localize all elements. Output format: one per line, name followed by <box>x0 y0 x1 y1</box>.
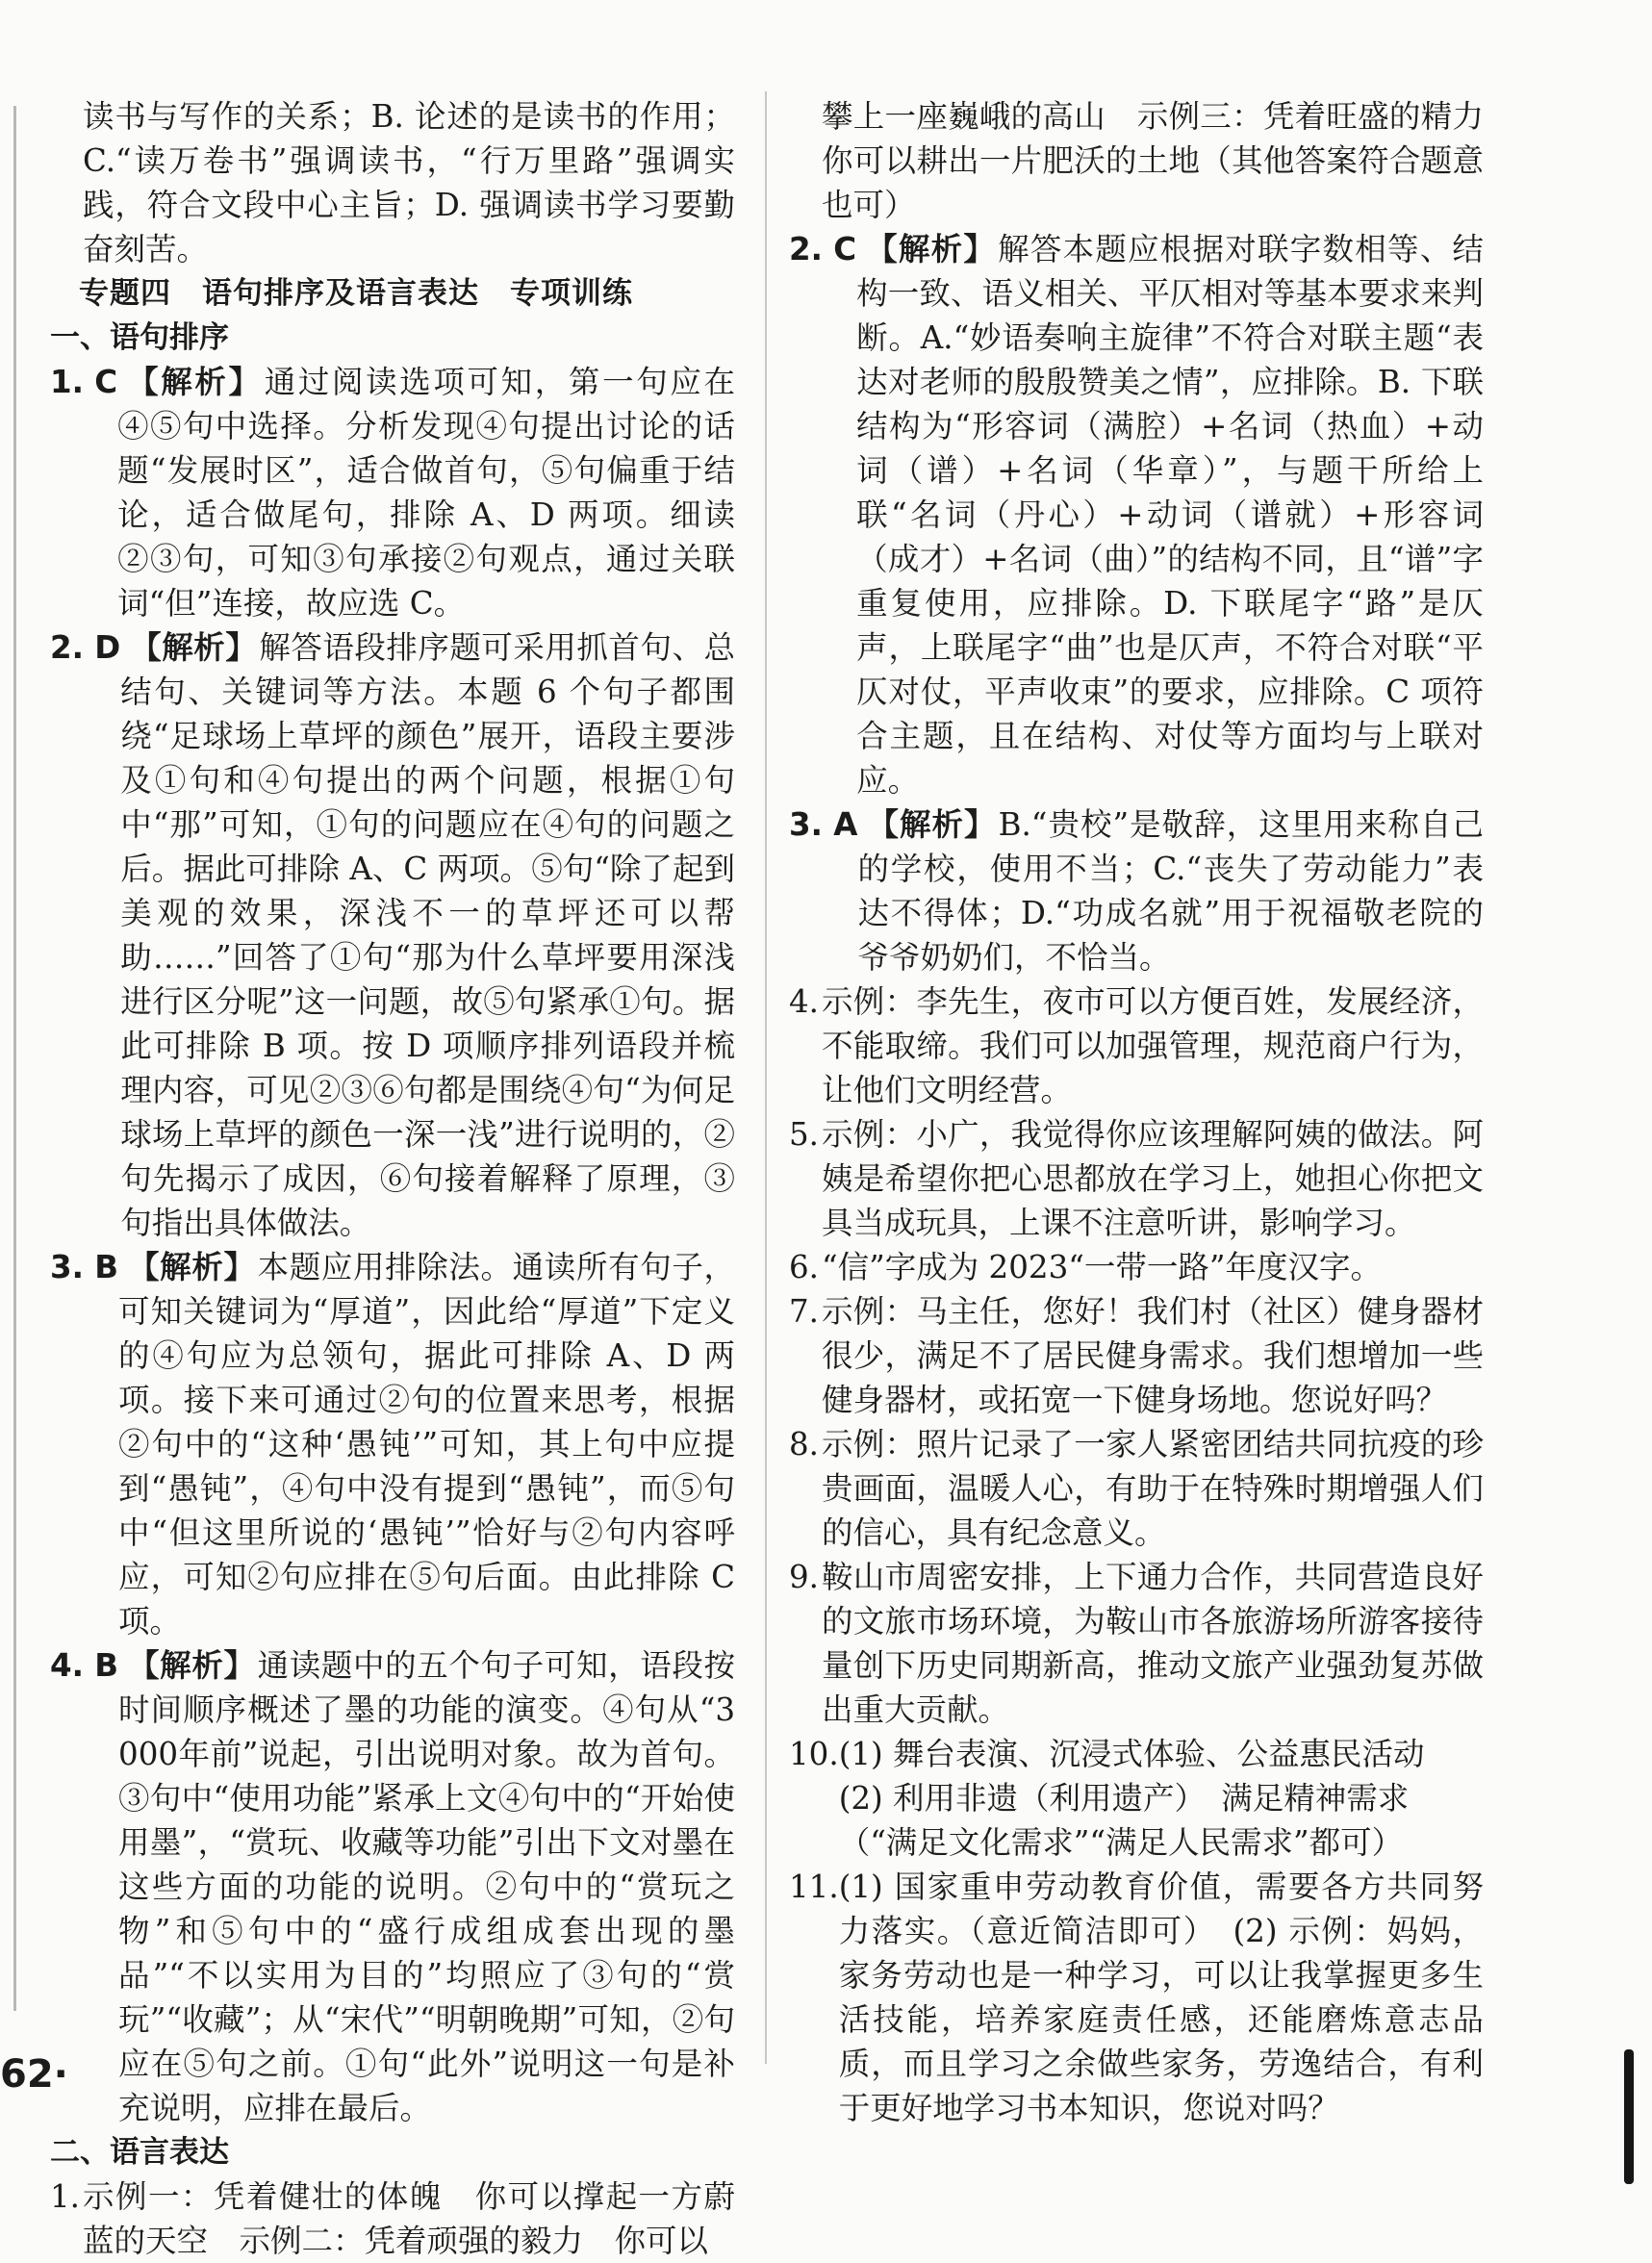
answer-number: 2. C <box>789 231 857 267</box>
answer-text: “信”字成为 2023“一带一路”年度汉字。 <box>822 1249 1383 1285</box>
answer-item <box>789 227 1484 802</box>
scan-edge-mark <box>1624 2049 1634 2184</box>
answer-number: 5. <box>789 1116 820 1153</box>
answer-text: 鞍山市周密安排，上下通力合作，共同营造良好的文旅市场环境，为鞍山市各旅游场所游客接待量创下历史同期新高，推动文旅产业强劲复苏做出重大贡献。 <box>822 1559 1484 1728</box>
answer-text: 示例：马主任，您好！我们村（社区）健身器材很少，满足不了居民健身需求。我们想增加一些健身器材，或拓宽一下健身场地。您说好吗？ <box>822 1293 1484 1418</box>
left-column <box>50 94 735 2263</box>
answer-text: (1) 国家重申劳动教育价值，需要各方共同努力落实。（意近简洁即可） (2) 示例：妈妈，家务劳动也是一种学习，可以让我掌握更多生活技能，培养家庭责任感，还能磨炼意志品质，而且学习之余做些家务，劳逸结合，有利于更好地学习书本知识，您说对吗？ <box>838 1869 1484 2126</box>
answer-number: 4. B <box>50 1647 119 1684</box>
part2-heading: 二、语言表达 <box>50 2135 229 2170</box>
answer-item <box>789 1245 1484 1289</box>
answer-body <box>118 1245 735 1643</box>
answer-item <box>50 360 735 625</box>
answer-number: 11. <box>789 1869 839 1905</box>
answer-number: 10. <box>789 1736 839 1772</box>
answer-item <box>789 979 1484 1112</box>
answer-line: (2) 利用非遗（利用遗产） 满足精神需求 <box>838 1780 1410 1817</box>
answer-body <box>856 227 1484 802</box>
answer-body <box>117 360 735 625</box>
answer-body <box>118 1643 735 2130</box>
right-column <box>789 94 1515 2130</box>
analysis-tag: 【解析】 <box>127 364 263 400</box>
answer-number: 9. <box>789 1559 820 1595</box>
answer-body <box>839 1732 1484 1865</box>
answer-number: 2. D <box>50 629 121 666</box>
analysis-tag: 【解析】 <box>866 231 997 267</box>
answer-item <box>789 1289 1484 1422</box>
answer-number: 8. <box>789 1426 820 1462</box>
answer-number: 7. <box>789 1293 820 1330</box>
answer-text: 示例：照片记录了一家人紧密团结共同抗疫的珍贵画面，温暖人心，有助于在特殊时期增强人们的信心，具有纪念意义。 <box>822 1426 1484 1551</box>
answer-line: （“满足文化需求”“满足人民需求”都可） <box>838 1824 1404 1861</box>
analysis-tag: 【解析】 <box>130 629 258 666</box>
answer-text: 通过阅读选项可知，第一句应在④⑤句中选择。分析发现④句提出讨论的话题“发展时区”，适合做首句，⑤句偏重于结论，适合做尾句，排除 A、D 两项。细读②③句，可知③句承接②句观点，通过关联词“但”连接，故应选 C。 <box>117 364 735 622</box>
answer-item <box>789 1865 1484 2130</box>
answer-number: 3. A <box>789 806 858 843</box>
answer-item <box>789 1555 1484 1732</box>
answer-number: 1. <box>50 2178 81 2215</box>
answer-item <box>789 1422 1484 1555</box>
analysis-tag: 【解析】 <box>128 1647 256 1684</box>
analysis-tag: 【解析】 <box>867 806 997 843</box>
answer-text: 示例一：凭着健壮的体魄 你可以撑起一方蔚蓝的天空 示例二：凭着顽强的毅力 你可以 <box>83 2178 735 2259</box>
answer-text: 通读题中的五个句子可知，语段按时间顺序概述了墨的功能的演变。④句从“3 000年前”说起，引出说明对象。故为首句。③句中“使用功能”紧承上文④句中的“开始使用墨”，“赏玩、收藏等功能”引出下文对墨在这些方面的功能的说明。②句中的“赏玩之物”和⑤句中的“盛行成组成套出现的墨品”“不以实用为目的”均照应了③句的“赏玩”“收藏”；从“宋代”“明朝晚期”可知，②句应在⑤句之前。①句“此外”说明这一句是补充说明，应排在最后。 <box>118 1647 735 2126</box>
answer-number: 6. <box>789 1249 820 1285</box>
answer-text: 示例：小广，我觉得你应该理解阿姨的做法。阿姨是希望你把心思都放在学习上，她担心你把文具当成玩具，上课不注意听讲，影响学习。 <box>822 1116 1484 1241</box>
page-edge <box>13 106 16 2011</box>
answer-item <box>789 802 1484 979</box>
section-title: 专题四 语句排序及语言表达 专项训练 <box>79 276 633 311</box>
continuation-text: 读书与写作的关系；B. 论述的是读书的作用；C.“读万卷书”强调读书，“行万里路”强调实践，符合文段中心主旨；D. 强调读书学习要勤奋刻苦。 <box>83 98 735 267</box>
answer-number: 3. B <box>50 1249 119 1285</box>
answer-text: B.“贵校”是敬辞，这里用来称自己的学校，使用不当；C.“丧失了劳动能力”表达不得体；D.“功成名就”用于祝福敬老院的爷爷奶奶们，不恰当。 <box>857 806 1484 976</box>
answer-number: 1. C <box>50 364 118 400</box>
answer-number: 4. <box>789 983 820 1020</box>
answer-item <box>789 1112 1484 1245</box>
answer-text: 示例：李先生，夜市可以方便百姓，发展经济，不能取缔。我们可以加强管理，规范商户行为，让他们文明经营。 <box>822 983 1484 1108</box>
answer-text: 本题应用排除法。通读所有句子，可知关键词为“厚道”，因此给“厚道”下定义的④句应为总领句，据此可排除 A、D 两项。接下来可通过②句的位置来思考，根据②句中的“这种‘愚钝’”可知，其上句中应提到“愚钝”，④句中没有提到“愚钝”，而⑤句中“但这里所说的‘愚钝’”恰好与②句内容呼应，可知②句应排在⑤句后面。由此排除 C 项。 <box>118 1249 735 1640</box>
answer-item <box>50 1245 735 1643</box>
column-divider <box>765 91 767 2064</box>
answer-item <box>50 625 735 1245</box>
answer-item <box>789 1732 1484 1865</box>
answer-body <box>120 625 735 1245</box>
answer-item <box>50 2174 735 2263</box>
answer-body <box>857 802 1484 979</box>
answer-item <box>50 1643 735 2130</box>
part1-heading: 一、语句排序 <box>50 320 229 355</box>
answer-text: 解答本题应根据对联字数相等、结构一致、语义相关、平仄相对等基本要求来判断。A.“妙语奏响主旋律”不符合对联主题“表达对老师的殷殷赞美之情”，应排除。B. 下联结构为“形容词（满腔）+名词（热血）+动词（谱）+名词（华章）”，与题干所给上联“名词（丹心）+动词（谱就）+形容词（成才）+名词（曲）”的结构不同，且“谱”字重复使用，应排除。D. 下联尾字“路”是仄声，上联尾字“曲”也是仄声，不符合对联“平仄对仗，平声收束”的要求，应排除。C 项符合主题，且在结构、对仗等方面均与上联对应。 <box>856 231 1484 799</box>
answer-line: (1) 舞台表演、沉浸式体验、公益惠民活动 <box>838 1736 1425 1772</box>
page-number: 62· <box>0 2052 68 2097</box>
answer-text: 解答语段排序题可采用抓首句、总结句、关键词等方法。本题 6 个句子都围绕“足球场上草坪的颜色”展开，语段主要涉及①句和④句提出的两个问题，根据①句中“那”可知，①句的问题应在④句的问题之后。据此可排除 A、C 两项。⑤句“除了起到美观的效果，深浅不一的草坪还可以帮助……”回答了①句“那为什么草坪要用深浅进行区分呢”这一问题，故⑤句紧承①句。据此可排除 B 项。按 D 项顺序排列语段并梳理内容，可见②③⑥句都是围绕④句“为何足球场上草坪的颜色一深一浅”进行说明的，②句先揭示了成因，⑥句接着解释了原理，③句指出具体做法。 <box>120 629 735 1241</box>
analysis-tag: 【解析】 <box>128 1249 256 1285</box>
page-number-value: 62 <box>0 2052 54 2097</box>
continuation-text: 攀上一座巍峨的高山 示例三：凭着旺盛的精力 你可以耕出一片肥沃的土地（其他答案符合题意也可） <box>822 98 1515 223</box>
